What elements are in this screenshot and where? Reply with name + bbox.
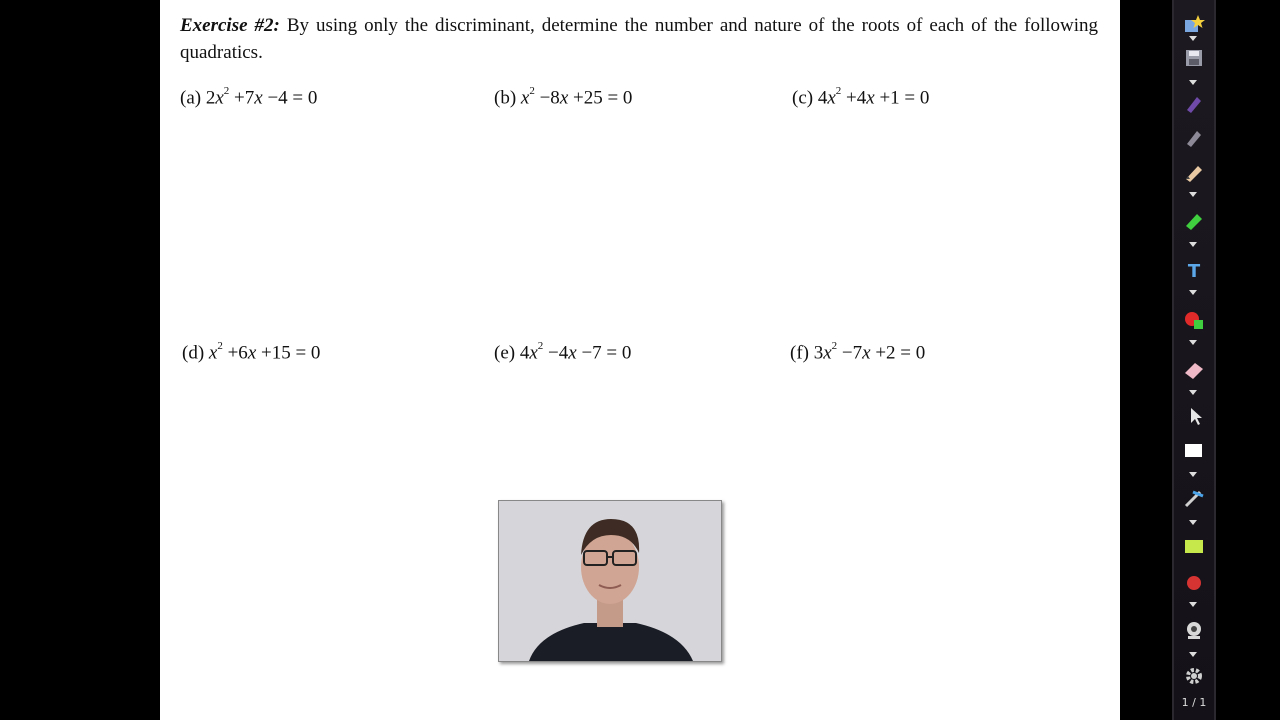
whiteboard-icon[interactable] bbox=[1183, 440, 1205, 460]
eraser-icon[interactable] bbox=[1183, 360, 1205, 380]
exponent: 2 bbox=[835, 85, 842, 97]
term: +2 = 0 bbox=[875, 342, 926, 364]
chevron-down-icon[interactable] bbox=[1189, 242, 1197, 247]
webcam-icon[interactable] bbox=[1183, 620, 1205, 640]
problem-tag: (c) bbox=[792, 87, 814, 109]
variable: x bbox=[559, 87, 569, 109]
document-page bbox=[160, 0, 1120, 720]
problem-tag: (f) bbox=[790, 342, 809, 364]
term: +6 bbox=[227, 342, 248, 364]
variable: x bbox=[529, 342, 538, 364]
coef: 4 bbox=[519, 342, 530, 364]
page-indicator: 1 / 1 bbox=[1181, 696, 1207, 709]
term: +25 = 0 bbox=[573, 87, 633, 109]
text-icon[interactable] bbox=[1183, 260, 1205, 280]
pen-purple-icon[interactable] bbox=[1183, 94, 1205, 114]
chevron-down-icon[interactable] bbox=[1189, 192, 1197, 197]
variable: x bbox=[823, 342, 832, 364]
chevron-down-icon[interactable] bbox=[1189, 390, 1197, 395]
variable: x bbox=[247, 342, 257, 364]
term: −8 bbox=[539, 87, 560, 109]
term: +7 bbox=[234, 87, 255, 109]
problem-f bbox=[790, 342, 925, 364]
variable: x bbox=[827, 87, 836, 109]
pen-gray-icon[interactable] bbox=[1183, 128, 1205, 148]
annotation-toolbar bbox=[1172, 0, 1216, 720]
term: −4 = 0 bbox=[267, 87, 318, 109]
term: −7 bbox=[841, 342, 863, 364]
chevron-down-icon[interactable] bbox=[1189, 520, 1197, 525]
presenter-video bbox=[499, 501, 721, 661]
exponent: 2 bbox=[831, 340, 838, 352]
gear-icon[interactable] bbox=[1183, 666, 1205, 686]
rectangle-icon[interactable] bbox=[1183, 536, 1205, 556]
problem-tag: (d) bbox=[182, 342, 205, 364]
shapes-icon[interactable] bbox=[1183, 310, 1205, 330]
svg-text:T: T bbox=[1187, 261, 1201, 280]
problem-d bbox=[182, 342, 320, 364]
chevron-down-icon[interactable] bbox=[1189, 602, 1197, 607]
term: +1 = 0 bbox=[879, 87, 930, 109]
variable: x bbox=[254, 87, 263, 109]
variable: x bbox=[215, 87, 224, 109]
problem-tag: (e) bbox=[494, 342, 516, 364]
coef: 3 bbox=[813, 342, 824, 364]
term: +15 = 0 bbox=[261, 342, 321, 364]
exponent: 2 bbox=[537, 340, 544, 352]
problem-e bbox=[494, 342, 631, 364]
chevron-down-icon[interactable] bbox=[1189, 472, 1197, 477]
exponent: 2 bbox=[529, 85, 535, 97]
exercise-instruction: By using only the discriminant, determine the number and nature of the roots of each of the following quadratics. bbox=[180, 15, 1099, 63]
chevron-down-icon[interactable] bbox=[1189, 290, 1197, 295]
chevron-down-icon[interactable] bbox=[1189, 340, 1197, 345]
highlighter-icon[interactable] bbox=[1183, 210, 1205, 230]
exercise-label: Exercise #2: bbox=[180, 15, 280, 36]
pointer-icon[interactable] bbox=[1183, 406, 1205, 426]
chevron-down-icon[interactable] bbox=[1189, 652, 1197, 657]
variable: x bbox=[568, 342, 577, 364]
save-icon[interactable] bbox=[1183, 48, 1205, 68]
coef: 4 bbox=[817, 87, 828, 109]
chevron-down-icon[interactable] bbox=[1189, 80, 1197, 85]
coef: 2 bbox=[205, 87, 216, 109]
term: −4 bbox=[548, 342, 569, 364]
pencil-icon[interactable] bbox=[1183, 162, 1205, 182]
variable: x bbox=[208, 342, 218, 364]
record-icon[interactable] bbox=[1183, 572, 1205, 592]
laser-icon[interactable] bbox=[1183, 488, 1205, 508]
term: +4 bbox=[846, 87, 867, 109]
variable: x bbox=[520, 87, 530, 109]
problem-a bbox=[180, 87, 317, 109]
chevron-down-icon[interactable] bbox=[1189, 36, 1197, 41]
variable: x bbox=[866, 87, 875, 109]
variable: x bbox=[862, 342, 871, 364]
star-icon[interactable] bbox=[1183, 14, 1205, 34]
problem-c bbox=[792, 87, 929, 109]
exponent: 2 bbox=[217, 340, 223, 352]
term: −7 = 0 bbox=[581, 342, 632, 364]
exponent: 2 bbox=[223, 85, 230, 97]
problem-tag: (b) bbox=[494, 87, 517, 109]
exercise-prompt bbox=[180, 12, 1098, 66]
problem-b bbox=[494, 87, 632, 109]
problem-tag: (a) bbox=[180, 87, 202, 109]
webcam-overlay bbox=[498, 500, 722, 662]
